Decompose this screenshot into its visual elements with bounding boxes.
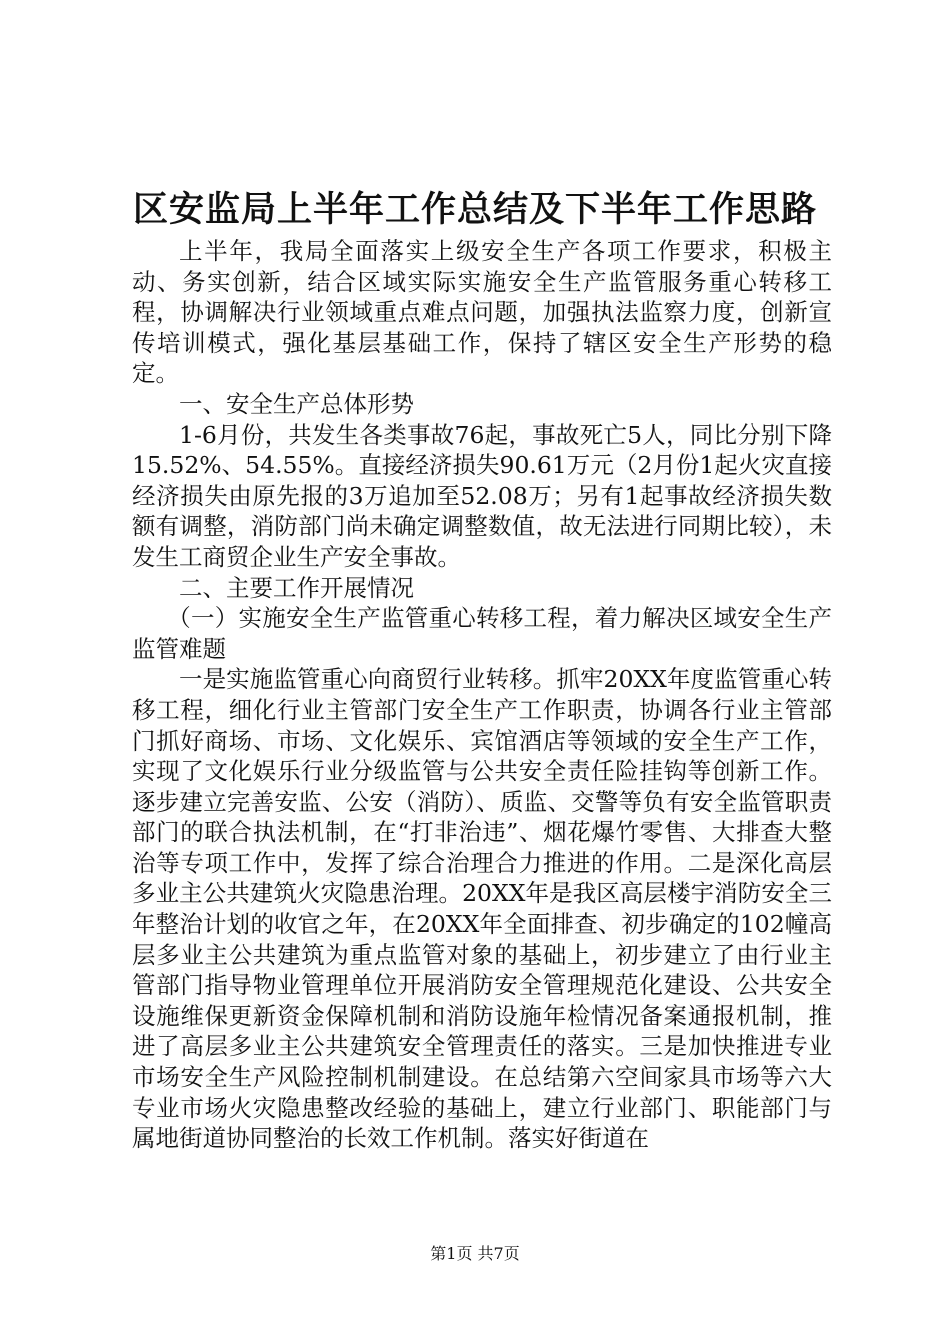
document-title: 区安监局上半年工作总结及下半年工作思路 (132, 189, 817, 230)
document-body (132, 236, 832, 1154)
page-indicator: 第1页 共7页 (430, 1244, 520, 1263)
section-heading-work: 二、主要工作开展情况 (179, 573, 414, 602)
subsection-heading-1: （一）实施安全生产监管重心转移工程，着力解决区域安全生产监管难题 (132, 604, 832, 663)
paragraph-intro: 上半年，我局全面落实上级安全生产各项工作要求，积极主动、务实创新，结合区域实际实施安全生产监管服务重心转移工程，协调解决行业领域重点难点问题，加强执法监察力度，创新宣传培训模式，强化基层基础工作，保持了辖区安全生产形势的稳定。 (132, 237, 832, 388)
section-heading-situation: 一、安全生产总体形势 (179, 389, 414, 418)
page-footer (0, 1243, 950, 1265)
paragraph-work-details: 一是实施监管重心向商贸行业转移。抓牢20XX年度监管重心转移工程，细化行业主管部门安全生产工作职责，协调各行业主管部门抓好商场、市场、文化娱乐、宾馆酒店等领域的安全生产工作，实现了文化娱乐行业分级监管与公共安全责任险挂钩等创新工作。逐步建立完善安监、公安（消防）、质监、交警等负有安全监管职责部门的联合执法机制，在“打非治违”、烟花爆竹零售、大排查大整治等专项工作中，发挥了综合治理合力推进的作用。二是深化高层多业主公共建筑火灾隐患治理。20XX年是我区高层楼宇消防安全三年整治计划的收官之年，在20XX年全面排查、初步确定的102幢高层多业主公共建筑为重点监管对象的基础上，初步建立了由行业主管部门指导物业管理单位开展消防安全管理规范化建设、公共安全设施维保更新资金保障机制和消防设施年检情况备案通报机制，推进了高层多业主公共建筑安全管理责任的落实。三是加快推进专业市场安全生产风险控制机制建设。在总结第六空间家具市场等六大专业市场火灾隐患整改经验的基础上，建立行业部门、职能部门与属地街道协同整治的长效工作机制。落实好街道在 (132, 665, 832, 1153)
paragraph-statistics: 1-6月份，共发生各类事故76起，事故死亡5人，同比分别下降15.52%、54.55%。直接经济损失90.61万元（2月份1起火灾直接经济损失由原先报的3万追加至52.08万；另有1起事故经济损失数额有调整，消防部门尚未确定调整数值，故无法进行同期比较），未发生工商贸企业生产安全事故。 (132, 420, 832, 571)
